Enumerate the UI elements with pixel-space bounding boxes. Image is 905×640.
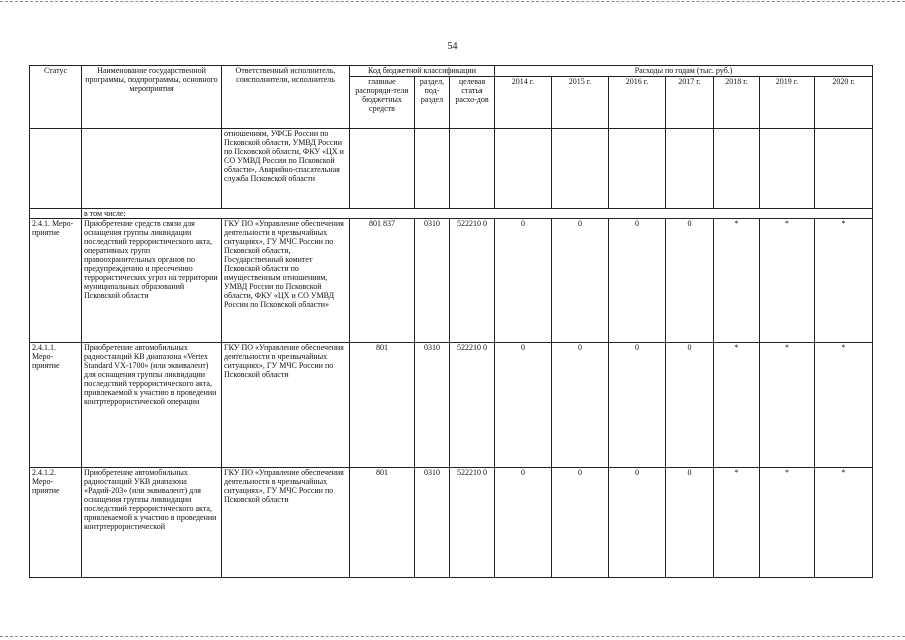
cell-year-2019: * (760, 468, 815, 578)
header-year-2017: 2017 г. (666, 77, 714, 129)
cell-year-2018: * (714, 468, 760, 578)
cell-year-2018: * (714, 219, 760, 343)
cell-year-2020: * (815, 219, 873, 343)
cell-razdel: 0310 (415, 219, 450, 343)
cell-year-2017: 0 (666, 219, 714, 343)
cell-empty (714, 129, 760, 209)
header-year-2016: 2016 г. (609, 77, 666, 129)
header-year-2020: 2020 г. (815, 77, 873, 129)
cell-csr: 522210 0 (450, 219, 495, 343)
cell-year-2015: 0 (552, 468, 609, 578)
header-responsible: Ответственный исполнитель, соисполнители, исполнитель (222, 66, 350, 129)
cell-responsible: отношениям, УФСБ России по Псковской области, УМВД России по Псковской области, ФКУ «ЦХ и СО УМВД России по Псковской области», Аварийно-спасательная служба Псковской области (222, 129, 350, 209)
cell-empty (666, 129, 714, 209)
cell-name: Приобретение автомобильных радиостанций УКВ диапазона «Радий-203» (или эквивалент) для оснащения группы ликвидации последствий террористического акта, привлекаемой к участию в проведении контртеррористической (82, 468, 222, 578)
cell-empty (350, 129, 415, 209)
cell-csr: 522210 0 (450, 468, 495, 578)
header-csr: целевая статья расхо-дов (450, 77, 495, 129)
cell-year-2016: 0 (609, 468, 666, 578)
cell-empty (495, 129, 552, 209)
cell-year-2015: 0 (552, 343, 609, 468)
table-row (30, 343, 873, 468)
cell-year-2016: 0 (609, 219, 666, 343)
cell-empty (82, 129, 222, 209)
cell-empty (552, 129, 609, 209)
cell-responsible: ГКУ ПО «Управление обеспечения деятельности в чрезвычайных ситуациях», ГУ МЧС России по Псковской области (222, 468, 350, 578)
cell-responsible: ГКУ ПО «Управление обеспечения деятельности в чрезвычайных ситуациях», ГУ МЧС России по Псковской области (222, 343, 350, 468)
header-year-2018: 2018 г. (714, 77, 760, 129)
cell-empty (415, 129, 450, 209)
cell-empty (609, 129, 666, 209)
cell-year-2019: * (760, 219, 815, 343)
cell-year-2015: 0 (552, 219, 609, 343)
cell-responsible: ГКУ ПО «Управление обеспечения деятельности в чрезвычайных ситуациях», ГУ МЧС России по Псковской области, Государственный комитет Псковской области по имущественным отношениям, УМВД России по Псковской области, ФКУ «ЦХ и СО УМВД России по Псковской области» (222, 219, 350, 343)
header-year-2019: 2019 г. (760, 77, 815, 129)
cell-year-2014: 0 (495, 343, 552, 468)
header-budget-code-group: Код бюджетной классификации (350, 66, 495, 77)
cell-grbs: 801 (350, 468, 415, 578)
cell-year-2017: 0 (666, 468, 714, 578)
cell-year-2014: 0 (495, 219, 552, 343)
cell-year-2019: * (760, 343, 815, 468)
header-expenses-group: Расходы по годам (тыс. руб.) (495, 66, 873, 77)
cell-year-2017: 0 (666, 343, 714, 468)
cell-year-2020: * (815, 343, 873, 468)
cell-grbs: 801 (350, 343, 415, 468)
header-status: Статус (30, 66, 82, 129)
page-bottom-edge (0, 636, 905, 637)
cell-empty (30, 209, 82, 219)
cell-year-2018: * (714, 343, 760, 468)
cell-empty (815, 129, 873, 209)
cell-status: 2.4.1. Меро-приятие (30, 219, 82, 343)
cell-empty (450, 129, 495, 209)
cell-csr: 522210 0 (450, 343, 495, 468)
header-razdel: раздел, под-раздел (415, 77, 450, 129)
cell-status: 2.4.1.2. Меро-приятие (30, 468, 82, 578)
cell-year-2016: 0 (609, 343, 666, 468)
header-grbs: главные распоряди-тели бюджетных средств (350, 77, 415, 129)
budget-table (29, 65, 873, 578)
cell-razdel: 0310 (415, 468, 450, 578)
cell-year-2014: 0 (495, 468, 552, 578)
page-number: 54 (447, 41, 458, 52)
header-name: Наименование государственной программы, подпрограммы, основного мероприятия (82, 66, 222, 129)
cell-grbs: 801 837 (350, 219, 415, 343)
cell-razdel: 0310 (415, 343, 450, 468)
subheader-text: в том числе: (82, 209, 873, 219)
header-year-2014: 2014 г. (495, 77, 552, 129)
cell-empty (30, 129, 82, 209)
cell-empty (760, 129, 815, 209)
page-top-edge (0, 1, 905, 2)
cell-year-2020: * (815, 468, 873, 578)
cell-name: Приобретение автомобильных радиостанций КВ диапазона «Vertex Standard VX-1700» (или эквивалент) для оснащения группы ликвидации последствий террористического акта, привлекаемой к участию в проведении контртеррористической операции (82, 343, 222, 468)
table-row-continuation (30, 129, 873, 209)
header-year-2015: 2015 г. (552, 77, 609, 129)
table-row (30, 219, 873, 343)
table-row-subheader (30, 209, 873, 219)
cell-status: 2.4.1.1. Меро-приятие (30, 343, 82, 468)
cell-name: Приобретение средств связи для оснащения группы ликвидации последствий террористического акта, оперативных групп правоохранительных органов по предупреждению и пресечению террористических угроз на территории муниципальных образований Псковской области (82, 219, 222, 343)
table-row (30, 468, 873, 578)
